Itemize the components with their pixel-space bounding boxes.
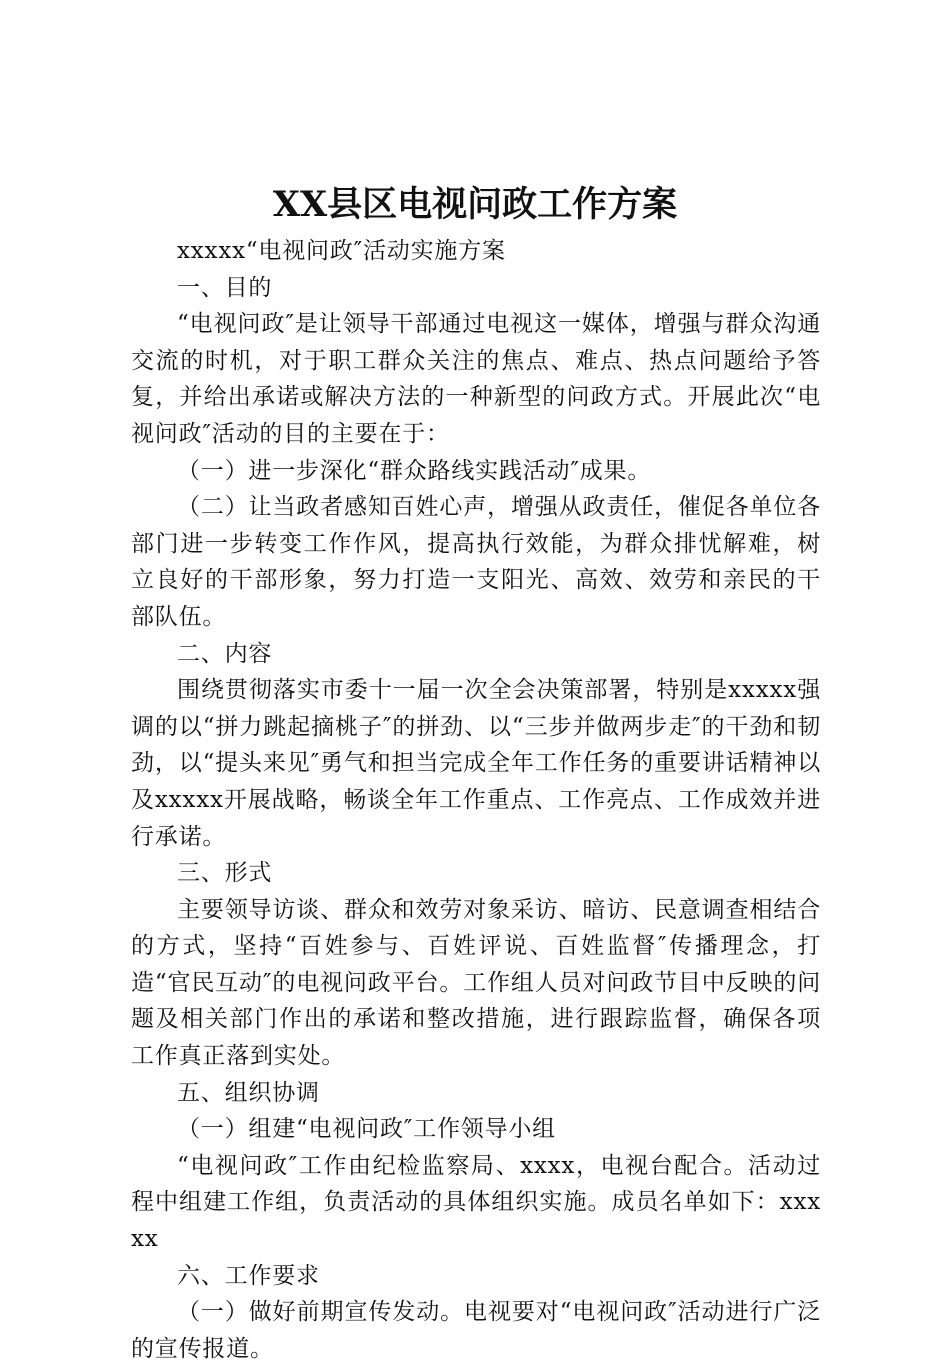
paragraph-purpose: “电视问政″是让领导干部通过电视这一媒体，增强与群众沟通交流的时机，对于职工群众关注的焦点、难点、热点问题给予答复，并给出承诺或解决方法的一种新型的问政方式。开展此次“电视问政″活动的目的主要在于：: [131, 311, 821, 447]
paragraph-content: 围绕贯彻落实市委十一届一次全会决策部署，特别是xxxxx强调的以“拼力跳起摘桃子″的拼劲、以“三步并做两步走″的干劲和韧劲，以“提头来见″勇气和担当完成全年工作任务的重要讲话精神以及xxxxx开展战略，畅谈全年工作重点、工作亮点、工作成效并进行承诺。: [131, 677, 821, 850]
section-heading-requirements: 六、工作要求: [177, 1262, 320, 1289]
requirements-item-1: （一）做好前期宣传发动。电视要对“电视问政″活动进行广泛的宣传报道。: [131, 1299, 821, 1362]
plan-subtitle: xxxxx“电视问政″活动实施方案: [177, 238, 506, 264]
purpose-item-2: （二）让当政者感知百姓心声，增强从政责任，催促各单位各部门进一步转变工作作风，提高执行效能，为群众排忧解难，树立良好的干部形象，努力打造一支阳光、高效、效劳和亲民的干部队伍。: [131, 494, 821, 630]
section-heading-organization: 五、组织协调: [177, 1079, 320, 1106]
organization-item-1: （一）组建“电视问政″工作领导小组: [177, 1116, 556, 1143]
section-heading-form: 三、形式: [177, 860, 273, 887]
document-title: XX县区电视问政工作方案: [272, 184, 678, 225]
purpose-item-1: （一）进一步深化“群众路线实践活动″成果。: [177, 457, 652, 484]
paragraph-organization: “电视问政″工作由纪检监察局、xxxx，电视台配合。活动过程中组建工作组，负责活动的具体组织实施。成员名单如下：xxxxx: [131, 1152, 821, 1253]
section-heading-content: 二、内容: [177, 640, 273, 667]
section-heading-purpose: 一、目的: [177, 274, 273, 301]
paragraph-form: 主要领导访谈、群众和效劳对象采访、暗访、民意调查相结合的方式，坚持“百姓参与、百姓评说、百姓监督″传播理念，打造“官民互动″的电视问政平台。工作组人员对问政节目中反映的问题及相关部门作出的承诺和整改措施，进行跟踪监督，确保各项工作真正落到实处。: [131, 896, 821, 1070]
document-body: [131, 233, 821, 1367]
